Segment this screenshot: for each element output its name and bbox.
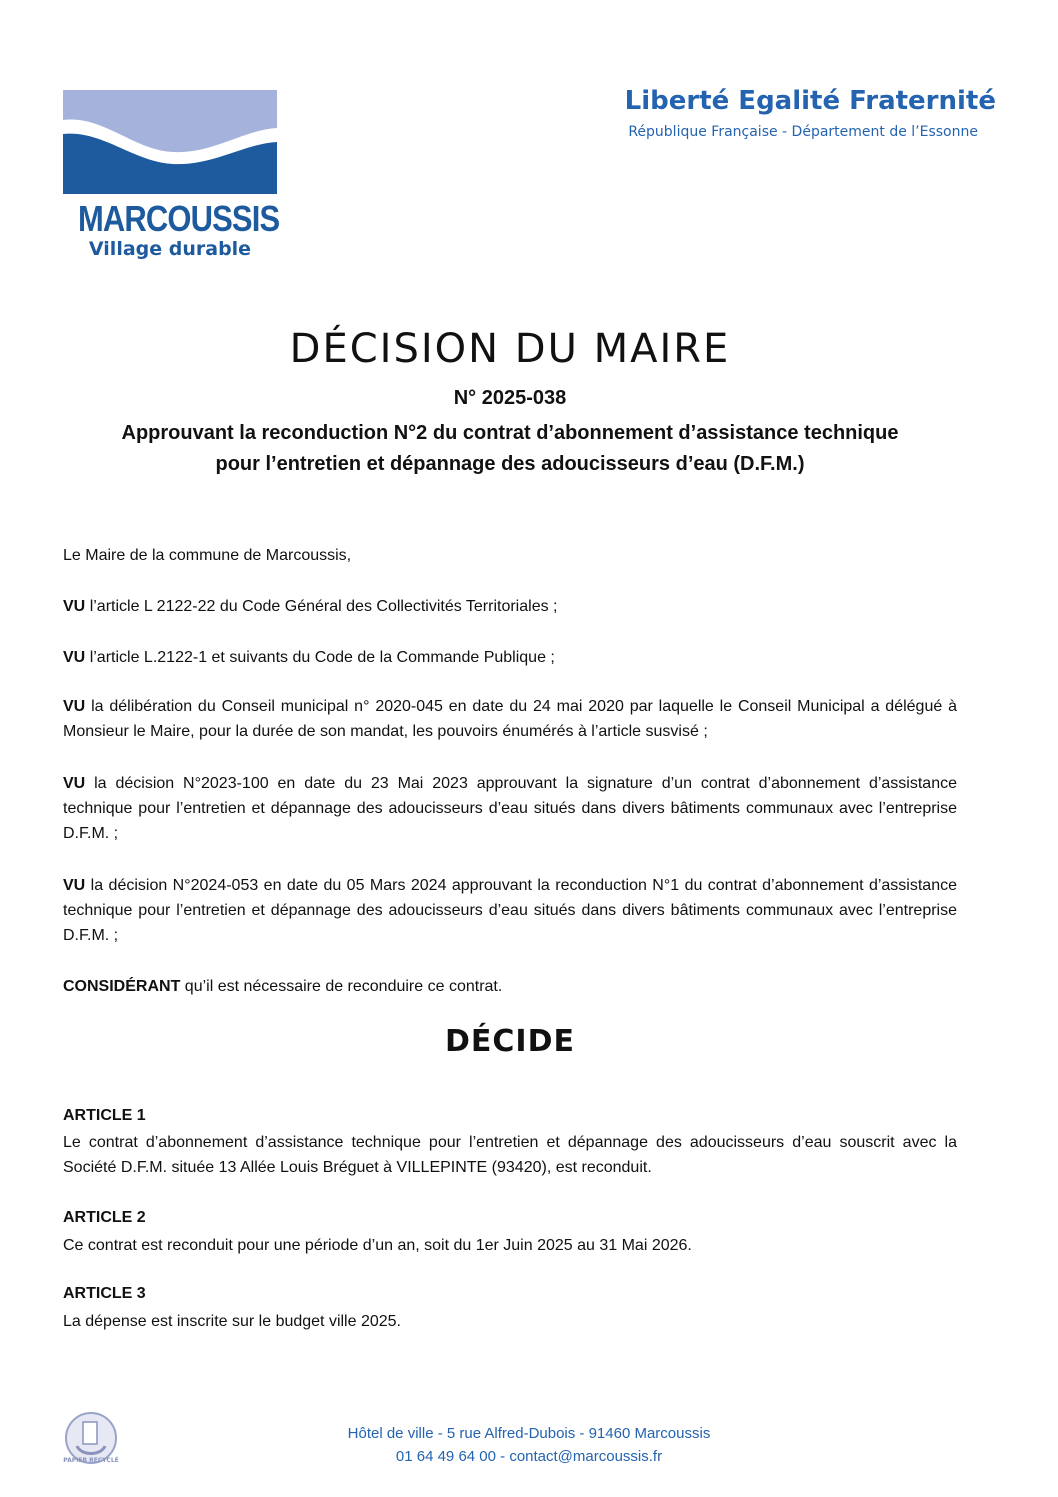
- logo-slogan: Village durable: [88, 238, 252, 260]
- logo-name: MARCOUSSIS: [77, 198, 280, 239]
- considerant-paragraph: [63, 974, 957, 999]
- vu-keyword: VU: [63, 649, 86, 666]
- vu-keyword: VU: [63, 775, 86, 792]
- vu-paragraph: [63, 771, 957, 846]
- decision-subject: [60, 418, 960, 480]
- wave-emblem-icon: [63, 90, 277, 200]
- article-text: Ce contrat est reconduit pour une période d’un an, soit du 1er Juin 2025 au 31 Mai 2026.: [63, 1237, 692, 1254]
- article-heading: ARTICLE 3: [63, 1285, 146, 1302]
- intro-paragraph: Le Maire de la commune de Marcoussis,: [63, 547, 352, 564]
- considerant-keyword: CONSIDÉRANT: [63, 978, 181, 995]
- article-heading: ARTICLE 2: [63, 1209, 146, 1226]
- footer-address: Hôtel de ville - 5 rue Alfred-Dubois - 91460 Marcoussis: [347, 1425, 711, 1442]
- considerant-text: qu’il est nécessaire de reconduire ce contrat.: [184, 978, 503, 995]
- republic-motto: Liberté Egalité Fraternité: [624, 86, 996, 116]
- vu-paragraph: [63, 645, 957, 670]
- article-text: Le contrat d’abonnement d’assistance technique pour l’entretien et dépannage des adoucisseurs d’eau souscrit avec la Société D.F.M. située 13 Allée Louis Bréguet à VILLEPINTE (93420), est reconduit.: [63, 1134, 957, 1176]
- vu-text: la délibération du Conseil municipal n° 2020-045 en date du 24 mai 2020 par laquelle le Conseil Municipal a délégué à Monsieur le Maire, pour la durée de son mandat, les pouvoirs énumérés à l’article susvisé ;: [63, 698, 957, 740]
- decision-number: N° 2025-038: [453, 387, 567, 409]
- vu-text: l’article L.2122-1 et suivants du Code de la Commande Publique ;: [89, 649, 555, 666]
- article-heading: ARTICLE 1: [63, 1107, 146, 1124]
- subject-line: Approuvant la reconduction N°2 du contrat d’abonnement d’assistance technique: [121, 422, 899, 444]
- vu-text: l’article L 2122-22 du Code Général des Collectivités Territoriales ;: [89, 598, 558, 615]
- marcoussis-logo: [63, 90, 280, 265]
- decide-heading: DÉCIDE: [445, 1024, 575, 1059]
- vu-keyword: VU: [63, 598, 86, 615]
- recycle-label: PAPIER RECYCLÉ: [63, 1457, 119, 1464]
- vu-paragraph: [63, 873, 957, 948]
- vu-paragraph: [63, 694, 957, 744]
- subject-line: pour l’entretien et dépannage des adoucisseurs d’eau (D.F.M.): [215, 453, 805, 475]
- article-text: La dépense est inscrite sur le budget ville 2025.: [63, 1313, 401, 1330]
- vu-text: la décision N°2023-100 en date du 23 Mai 2023 approuvant la signature d’un contrat d’abonnement d’assistance technique pour l’entretien et dépannage des adoucisseurs d’eau situés dans divers bâtiments communaux avec l’entreprise D.F.M. ;: [63, 775, 957, 842]
- page-title: DÉCISION DU MAIRE: [289, 326, 731, 372]
- vu-paragraph: [63, 594, 957, 619]
- vu-keyword: VU: [63, 877, 86, 894]
- footer-contact: 01 64 49 64 00 - contact@marcoussis.fr: [395, 1448, 663, 1465]
- republic-subtitle: République Française - Département de l’Essonne: [628, 124, 978, 140]
- vu-text: la décision N°2024-053 en date du 05 Mars 2024 approuvant la reconduction N°1 du contrat d’abonnement d’assistance technique pour l’entretien et dépannage des adoucisseurs d’eau situés dans divers bâtiments communaux avec l’entreprise D.F.M. ;: [63, 877, 958, 944]
- vu-keyword: VU: [63, 698, 86, 715]
